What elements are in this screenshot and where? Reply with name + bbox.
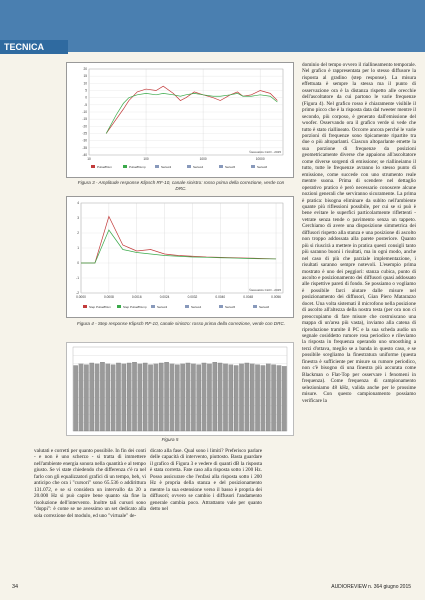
bar [261,365,265,431]
bar [191,364,195,431]
bar [250,364,254,431]
legend-swatch [185,305,189,308]
legend-label: Series3 [161,165,172,169]
column-right-text: dominio del tempo ovvero il riallineamento temporale. Nel grafico è rappresentata per lo stesso diffusore la risposta al gradino (step response). La misura effettuata è sempre la stessa ma il punto di osservazione ora è la distanza rispetto alle orecchie dell'ascoltatore da cui partono le varie frequenze (Figura 4). Nel grafico rosso è chiaramente visibile il primo picco che è la risposta data dal tweeter mentre il secondo, più corposo, è generato dall'emissione del woofer. Osservando ora il grafico verde si vede che tutto è stato riallineato. Occorre ancora perché le varie porzioni di frequenze sono tipicamente ripartite tra due o più altoparlanti. Ciascun altoparlante emette la sua porzione di frequenze da posizioni geometricamente diverse che appaiono all'ascoltatore come diverse sorgenti di emissione; se riallineiamo il tutto, tutte le frequenze avranno lo stesso punto di emissione, come succede con uno strumento reale mentre suona. Prima di scendere nel dettaglio operativo pratico è però necessario conoscere alcune nozioni generali che serviranno sicuramente. La prima è pratica: bisogna eliminare da subito nell'ambiente quante più riflessioni possibile, per cui se si può è bene evitare le superfici particolarmente riflettenti - vetrate senza tende o pavimento senza un tappeto. Cerchiamo di avere una disposizione simmetrica dei diffusori rispetto alla stanza e una posizione di ascolto non troppo addossata alla parete posteriore. Quanto più si riuscirà a mettere in pratica questi consigli tanto più saranno buoni i risultati, ma in ogni modo, anche nel caso di più che parziale implementazione, i risultati saranno sempre notevoli. L'esempio prima mostrato è uno dei peggiori: stanza cubica, punto di ascolto e posizionamento dei diffusori quasi addossato alle rispettive pareti di fondo. Se possiamo o vogliamo è possibile farci aiutare dalle misure nel posizionamento dei diffusori, Gian Piero Matarazzo docet. Una volta sistemati il microfono nella posizione di ascolto all'altezza della nostra testa (per ora non ci preoccupiamo di fare misure che costruiscano una mappa di un'area più vasta), inviamo alla catena di riproduzione tramite il PC e la sua scheda audio un segnale cosiddetto rumore rosa periodico e rileviamo la risposta in frequenza operando uno smoothing a terzi d'ottava, meglio se a banda in questo caso, e se possibile scegliamo la finestratura uniforme (questa finestra è sufficiente per misure su rumore periodico, non c'è bisogno di una finestra più accurata come Blackman o Flat-Top per osservare i fenomeni in frequenza). Come frequenza di campionamento selezioniamo 48 kHz, valida anche per le prossime misure. Con questo campionamento possiamo verificare la [302,62,416,404]
x-tick-label: 100 [143,157,149,161]
x-tick-label: 0.0048 [243,295,254,299]
figure-4-plot [67,197,293,317]
bar [122,364,126,431]
bar [202,363,206,431]
y-tick-label: -35 [82,145,87,150]
y-tick-label: 3 [77,216,79,220]
y-tick-label: -15 [82,117,87,122]
legend-label: Series6 [259,305,270,309]
x-tick-label: 0.0000 [76,295,86,299]
bar [95,364,99,431]
bar [90,363,94,431]
legend-label: Series6 [257,165,268,169]
bar [207,364,211,431]
legend-label: Series5 [225,305,236,309]
page-number: 34 [12,584,19,590]
bar [111,365,115,431]
y-tick-label: 0 [77,261,79,265]
legend-swatch [219,305,223,308]
bar [282,366,286,431]
x-tick-label: 0.0016 [131,295,142,299]
bar [229,365,233,431]
copyright-label: ©acoustics CLIO - 2015 [249,288,281,292]
y-tick-label: -5 [84,102,87,107]
x-tick-label: 10 [87,157,91,161]
bar [218,363,222,431]
legend-swatch [251,165,255,168]
bar [154,364,158,431]
x-tick-label: 0.0056 [271,295,281,299]
x-tick-label: 0.0032 [187,295,198,299]
legend-swatch [151,305,155,308]
bar [255,365,259,431]
bar [186,363,190,431]
legend-label: Step Pulse86Lmp [123,305,147,309]
column-left [34,448,146,578]
bar [84,365,88,431]
figure-3-chart [66,62,294,178]
bar [79,364,83,431]
legend-swatch [187,165,191,168]
column-right [302,62,416,576]
bar [213,362,217,431]
legend-label: Pulse86Lmp [129,165,146,169]
bar [132,362,136,431]
x-tick-label: 0.0024 [159,295,170,299]
legend-label: Series3 [157,305,168,309]
issue-footer: AUDIOREVIEW n. 364 giugno 2015 [331,584,411,590]
bar [106,364,110,431]
legend-label: Series4 [191,305,202,309]
legend-swatch [219,165,223,168]
bar [170,364,174,431]
bar [266,364,270,431]
y-tick-label: -25 [82,131,87,136]
y-tick-label: 1 [77,246,79,250]
figure-3-caption: Figura 3 - Amplitude response Klipsch RF-10, canale sinistro: rosso prima della correzione, verde con DRC. [77,180,285,191]
figure-4-chart [66,196,294,318]
legend-swatch [91,165,95,168]
y-tick-label: 20 [83,67,87,71]
y-tick-label: -1 [76,276,79,280]
legend-swatch [155,165,159,168]
bar [127,363,131,431]
bar [271,365,275,431]
legend-label: Step Pulse86Lm [89,305,112,309]
legend-label: Series4 [193,165,204,169]
copyright-label: ©acoustics CLIO - 2015 [249,150,281,154]
x-tick-label: 0.0008 [103,295,114,299]
bar [100,362,104,431]
bar [159,363,163,431]
bar [234,365,238,431]
y-tick-label: -40 [82,153,87,157]
y-tick-label: 10 [83,81,87,86]
column-left-text: valutati e corretti per quanto possibile. In fin dei conti - e non è uno scherzo - si tratta di immettere nell'ambiente energia sonora nella quantità e al tempo giusto. Se vi state chiedendo che differenza c'è ra nel farlo con gli equalizzatori grafici di un tempo, beh, vi anticipo che ora i "cursori" sono 65.536 o addirittura 131.072, e se si considera un intervallo da 20 a 20.000 Hz si può capire bene quanto sia fine la risoluzione dell'intervento. Inoltre tali cursori sono "doppi": è come se ne avessimo un set dedicato alla sola correzione del modulo, ed uno "virtuale" de- [34,448,146,519]
bar [181,364,185,431]
bar [175,365,179,431]
y-tick-label: -20 [82,124,87,129]
figure-3-plot [67,63,293,177]
bar [143,363,147,431]
x-tick-label: 1000 [199,157,207,161]
bar [245,363,249,431]
legend-swatch [117,305,121,308]
y-tick-label: 0 [85,95,87,100]
bar [223,364,227,431]
y-tick-label: -2 [76,291,79,295]
legend-swatch [253,305,257,308]
x-tick-label: 10000 [255,157,265,161]
bar [164,362,168,431]
y-tick-label: 15 [83,74,87,79]
legend-swatch [123,165,127,168]
bar [138,364,142,431]
bar [277,365,281,431]
x-tick-label: 0.0040 [215,295,226,299]
y-tick-label: -30 [82,138,87,143]
column-middle-text: dicato alla fase. Qual sono i limiti? Preferisco parlare delle capacità di intervento, piuttosto. Basta guardare il grafico di Figura 3 e vedere di quanti dB la risposta è stata corretta. Fate caso alla risposta sotto i 200 Hz. Posso assicurare che l'enfasi alla risposta sotto i 200 Hz è propria della stanza e del posizionamento mentre la sua estensione verso il basso è propria dei diffusori; ovvero se cambio i diffusori l'andamento generale cambia poco. Attrattanto vale per quanto detto nel [150,448,262,513]
legend-swatch [83,305,87,308]
bar [74,365,78,431]
figure-4-caption: Figura 4 - Step response Klipsch RF-10, canale sinistro: rosso prima della correzione, verde con DRC. [76,321,286,326]
figure-5-plot [67,343,293,435]
bar [148,365,152,431]
y-tick-label: -10 [82,110,87,114]
figure-5-chart [66,342,294,436]
bar [116,363,120,431]
column-middle [150,448,262,578]
section-tag: TECNICA [0,40,68,54]
y-tick-label: 2 [77,231,79,235]
bar [197,365,201,431]
y-tick-label: 5 [85,88,87,93]
figure-5-caption: Figura 5 [161,437,179,442]
legend-label: Series5 [225,165,236,169]
bar [239,364,243,431]
legend-label: Pulse86Lm [97,165,113,169]
y-tick-label: 4 [77,201,79,205]
